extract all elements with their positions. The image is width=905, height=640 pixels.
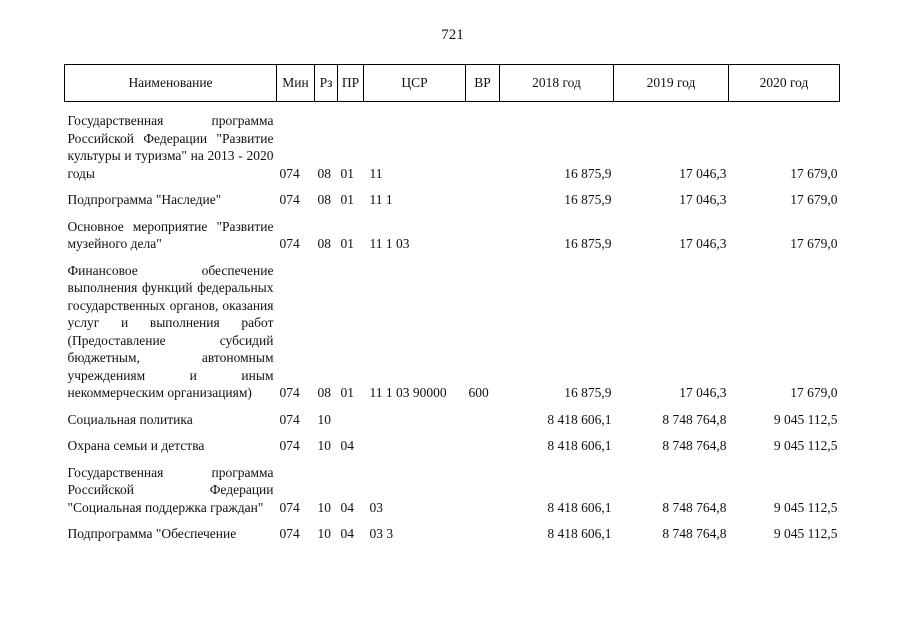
row-2019: 8 748 764,8 xyxy=(662,499,727,515)
row-rz: 10 xyxy=(317,499,331,515)
row-name: Охрана семьи и детства xyxy=(67,438,205,453)
row-name: Финансовое обеспечение выполнения функций федеральных государственных органов, оказания услуг и выполнения работ (Предоставление субсидий бюджетным, автономным учреждениям и иным некоммерческим организациям) xyxy=(67,262,274,400)
row-min: 074 xyxy=(279,499,300,515)
row-csr: 03 3 xyxy=(369,526,394,541)
row-rz: 08 xyxy=(317,165,331,181)
budget-table xyxy=(64,64,840,544)
row-pr: 01 xyxy=(340,236,354,251)
col-header-2018: 2018 год xyxy=(500,65,614,102)
row-min: 074 xyxy=(279,236,300,251)
col-header-pr: ПР xyxy=(338,65,364,102)
row-2020: 9 045 112,5 xyxy=(773,499,838,515)
row-min: 074 xyxy=(279,411,300,427)
row-2018: 8 418 606,1 xyxy=(547,438,612,453)
row-2020: 17 679,0 xyxy=(790,165,838,181)
row-min: 074 xyxy=(279,526,300,541)
col-header-2019: 2019 год xyxy=(614,65,729,102)
row-2020: 17 679,0 xyxy=(790,192,838,207)
col-header-csr: ЦСР xyxy=(364,65,466,102)
row-name: Государственная программа Российской Федерации "Развитие культуры и туризма" на 2013 - 2020 годы xyxy=(67,113,274,181)
row-2019: 17 046,3 xyxy=(679,165,727,181)
row-2019: 17 046,3 xyxy=(679,236,727,251)
row-rz: 10 xyxy=(317,526,331,541)
row-rz: 08 xyxy=(317,385,331,400)
row-vr xyxy=(466,183,500,210)
row-pr: 01 xyxy=(340,165,354,181)
row-vr xyxy=(466,102,500,184)
row-min: 074 xyxy=(279,385,300,400)
row-vr xyxy=(466,517,500,544)
row-vr xyxy=(466,456,500,518)
row-2020: 9 045 112,5 xyxy=(773,526,838,541)
table-row xyxy=(65,254,840,403)
row-2018: 8 418 606,1 xyxy=(547,411,612,427)
row-min: 074 xyxy=(279,438,300,453)
row-name: Социальная политика xyxy=(67,411,193,427)
row-csr xyxy=(364,429,466,456)
table-row xyxy=(65,403,840,430)
row-rz: 10 xyxy=(317,438,331,453)
row-vr xyxy=(466,403,500,430)
row-2020: 9 045 112,5 xyxy=(773,438,838,453)
row-csr xyxy=(364,403,466,430)
row-2018: 8 418 606,1 xyxy=(547,499,612,515)
row-name: Подпрограмма "Обеспечение xyxy=(67,526,237,541)
row-vr xyxy=(466,210,500,254)
table-row xyxy=(65,102,840,184)
row-2020: 17 679,0 xyxy=(790,236,838,251)
row-pr: 04 xyxy=(340,526,354,541)
row-2018: 16 875,9 xyxy=(564,236,612,251)
table-header-row xyxy=(65,65,840,102)
row-rz: 08 xyxy=(317,236,331,251)
row-csr: 11 1 03 xyxy=(369,236,410,251)
row-pr: 04 xyxy=(340,438,354,453)
row-2018: 16 875,9 xyxy=(564,165,612,181)
row-2020: 9 045 112,5 xyxy=(773,411,838,427)
row-vr: 600 xyxy=(468,385,489,400)
row-2019: 8 748 764,8 xyxy=(662,526,727,541)
row-csr: 11 1 03 90000 xyxy=(369,385,447,400)
page-number: 721 xyxy=(441,27,464,43)
col-header-vr: ВР xyxy=(466,65,500,102)
row-min: 074 xyxy=(279,192,300,207)
row-2019: 8 748 764,8 xyxy=(662,411,727,427)
row-2019: 17 046,3 xyxy=(679,192,727,207)
row-2018: 8 418 606,1 xyxy=(547,526,612,541)
row-vr xyxy=(466,429,500,456)
table-row xyxy=(65,210,840,254)
row-2018: 16 875,9 xyxy=(564,192,612,207)
row-2019: 8 748 764,8 xyxy=(662,438,727,453)
col-header-rz: Рз xyxy=(315,65,338,102)
row-2020: 17 679,0 xyxy=(790,385,838,400)
row-pr: 01 xyxy=(340,192,354,207)
col-header-2020: 2020 год xyxy=(729,65,840,102)
table-row xyxy=(65,456,840,518)
row-csr: 11 1 xyxy=(369,192,393,207)
row-rz: 08 xyxy=(317,192,331,207)
col-header-name: Наименование xyxy=(65,65,277,102)
row-pr: 04 xyxy=(340,499,354,515)
row-name: Подпрограмма "Наследие" xyxy=(67,192,222,207)
row-name: Государственная программа Российской Федерации "Социальная поддержка граждан" xyxy=(67,464,274,515)
row-2019: 17 046,3 xyxy=(679,385,727,400)
row-pr xyxy=(338,403,364,430)
row-csr: 03 xyxy=(369,499,383,515)
row-min: 074 xyxy=(279,165,300,181)
table-row xyxy=(65,429,840,456)
row-pr: 01 xyxy=(340,385,354,400)
row-rz: 10 xyxy=(317,411,331,427)
row-csr: 11 xyxy=(369,165,383,181)
row-2018: 16 875,9 xyxy=(564,385,612,400)
col-header-min: Мин xyxy=(277,65,315,102)
table-row xyxy=(65,183,840,210)
row-name: Основное мероприятие "Развитие музейного дела" xyxy=(67,218,274,251)
table-row xyxy=(65,517,840,544)
